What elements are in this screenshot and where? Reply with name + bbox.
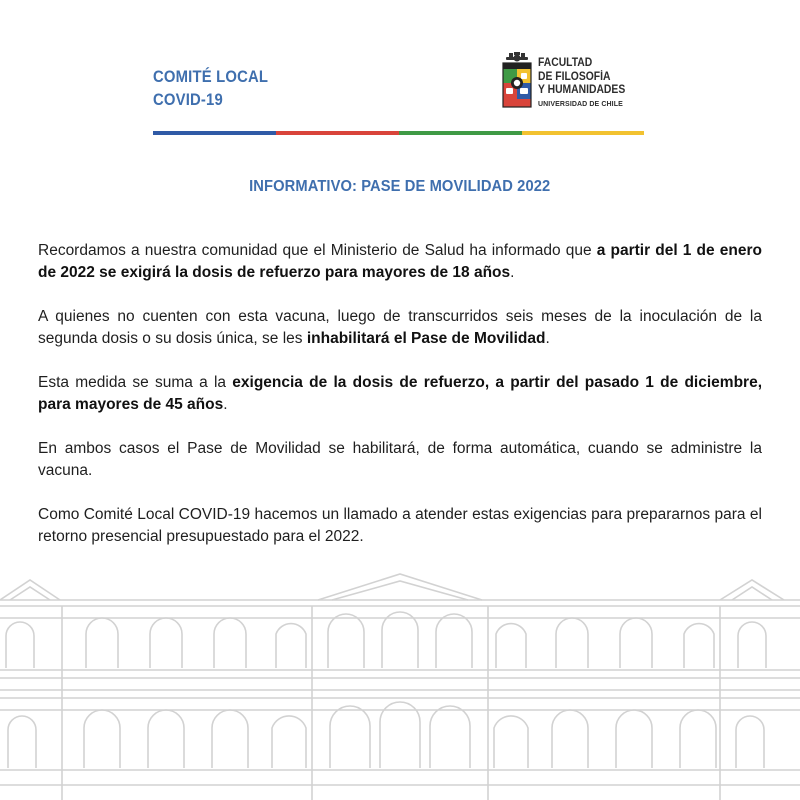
paragraph-4: En ambos casos el Pase de Movilidad se habilitará, de forma automática, cuando se administre la vacuna. [38,440,762,479]
divider-green [399,131,522,135]
logo-line-3: Y HUMANIDADES [538,84,626,96]
paragraph-5: Como Comité Local COVID-19 hacemos un llamado a atender estas exigencias para prepararnos para el retorno presencial presupuestado para el 2022. [38,506,762,545]
p3-text: Esta medida se suma a la [38,374,233,391]
page-title-text: INFORMATIVO: PASE DE MOVILIDAD 2022 [249,178,551,195]
body-text [38,240,762,570]
p1-end: . [510,263,515,281]
p2-text: A quienes no cuenten con esta vacuna, luego de transcurridos seis meses de la inoculación de la segunda dosis o su dosis única, se les [38,308,762,347]
committee-line-2: COVID-19 [153,91,223,109]
p1-text: Recordamos a nuestra comunidad que el Ministerio de Salud ha informado que [38,242,597,259]
logo-line-2: DE FILOSOFÍA [538,70,611,83]
p2-end: . [545,329,550,347]
divider-yellow [522,131,644,135]
divider-blue [153,131,276,135]
p3-bold: exigencia de la dosis de refuerzo, a partir del pasado 1 de diciembre, para mayores de 45 años [38,374,762,413]
p2-bold: inhabilitará el Pase de Movilidad [306,329,546,347]
logo-line-1: FACULTAD [538,57,593,69]
committee-title [153,66,268,112]
committee-line-1: COMITÉ LOCAL [153,68,269,86]
p1-bold: a partir del 1 de enero de 2022 se exigirá la dosis de refuerzo para mayores de 18 años [38,242,762,281]
divider-red [276,131,399,135]
p3-end: . [223,395,228,413]
paragraph-1 [38,240,762,283]
logo-line-4: UNIVERSIDAD DE CHILE [538,100,623,108]
building-facade-illustration [0,570,800,800]
paragraph-3 [38,372,762,415]
faculty-logo-text [538,57,635,111]
page-title [0,178,800,196]
paragraph-2 [38,306,762,349]
